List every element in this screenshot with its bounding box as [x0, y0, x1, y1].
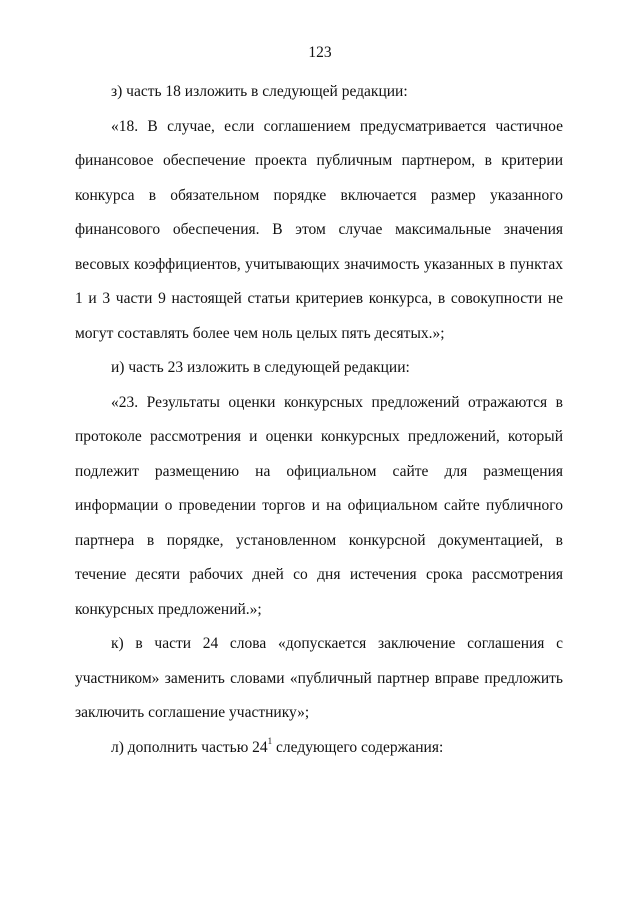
paragraph-18: «18. В случае, если соглашением предусматривается частичное финансовое обеспечение проекта публичным партнером, в критерии конкурса в обязательном порядке включается размер указанного финансового обеспечения. В этом случае максимальные значения весовых коэффициентов, учитывающих значимость указанных в пунктах 1 и 3 части 9 настоящей статьи критериев конкурса, в совокупности не могут составлять более чем ноль целых пять десятых.»;	[75, 117, 563, 342]
paragraph-l-superscript: 1	[267, 736, 273, 747]
page-number: 123	[308, 44, 332, 61]
document-body	[75, 75, 563, 765]
paragraph-k: к) в части 24 слова «допускается заключение соглашения с участником» заменить словами «публичный партнер вправе предложить заключить соглашение участнику»;	[75, 635, 563, 721]
paragraph-23: «23. Результаты оценки конкурсных предложений отражаются в протоколе рассмотрения и оценки конкурсных предложений, который подлежит размещению на официальном сайте для размещения информации о проведении торгов и на официальном сайте публичного партнера в порядке, установленном конкурсной документацией, в течение десяти рабочих дней со дня истечения срока рассмотрения конкурсных предложений.»;	[75, 393, 563, 618]
paragraph-l	[75, 731, 563, 766]
paragraph-z: з) часть 18 изложить в следующей редакции:	[111, 83, 408, 100]
paragraph-i: и) часть 23 изложить в следующей редакции:	[111, 359, 410, 376]
paragraph-l-text-after: следующего содержания:	[272, 738, 444, 756]
paragraph-l-text-before: л) дополнить частью 24	[111, 738, 268, 756]
